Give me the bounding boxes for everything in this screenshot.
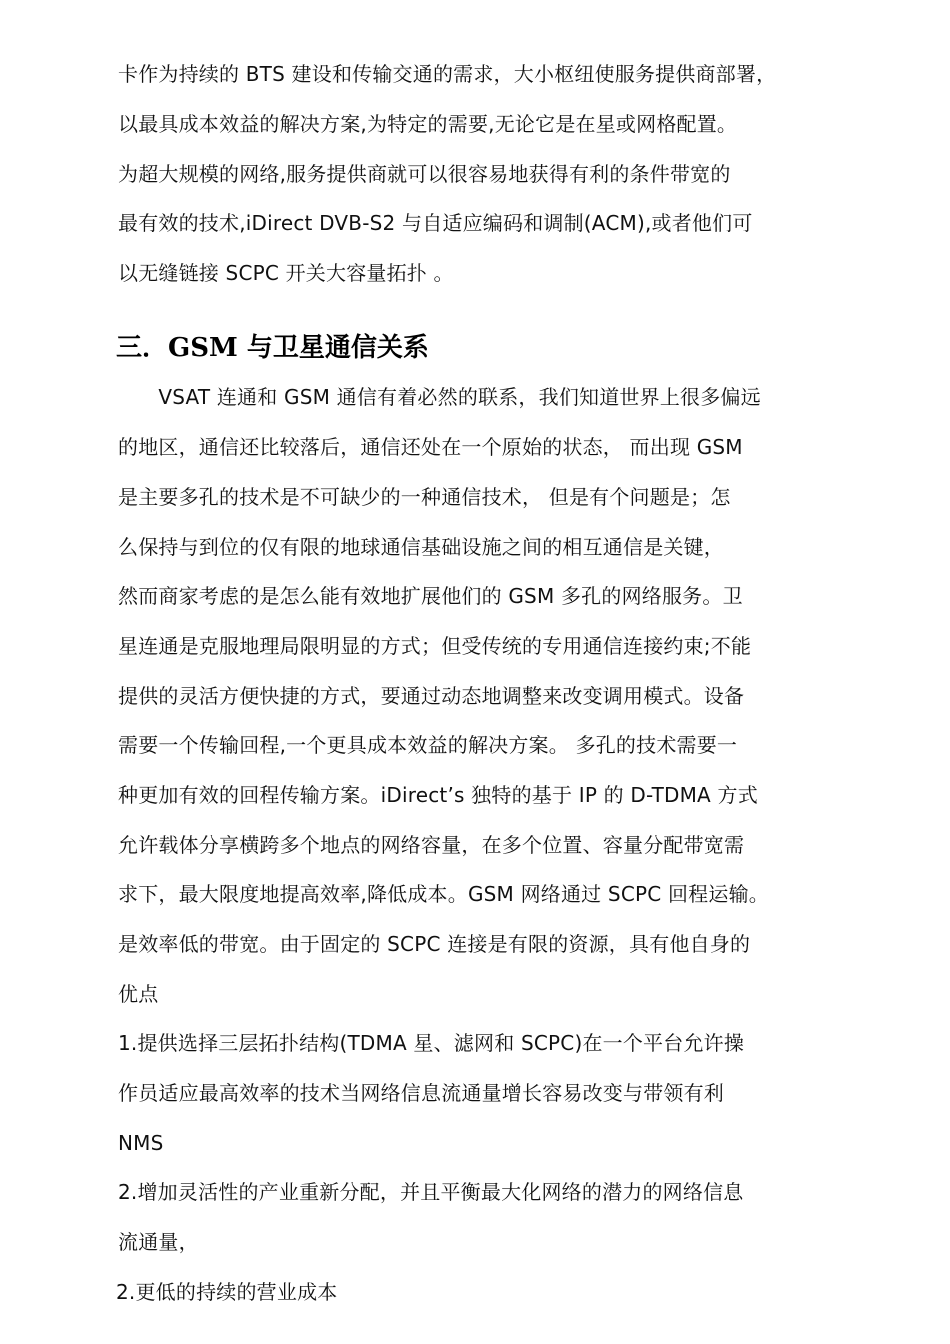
intro-line-1: 卡作为持续的 BTS 建设和传输交通的需求，大小枢纽使服务提供商部署， bbox=[118, 62, 777, 86]
intro-line-3: 为超大规模的网络,服务提供商就可以很容易地获得有利的条件带宽的 bbox=[118, 162, 731, 186]
body-line-1: VSAT 连通和 GSM 通信有着必然的联系，我们知道世界上很多偏远 bbox=[118, 385, 761, 409]
body-line-8: 需要一个传输回程,一个更具成本效益的解决方案。 多孔的技术需要一 bbox=[118, 733, 738, 757]
list-line-4: 2.增加灵活性的产业重新分配，并且平衡最大化网络的潜力的网络信息 bbox=[118, 1180, 744, 1204]
body-line-3: 是主要多孔的技术是不可缺少的一种通信技术， 但是有个问题是；怎 bbox=[118, 485, 731, 509]
body-line-4: 么保持与到位的仅有限的地球通信基础设施之间的相互通信是关键， bbox=[118, 535, 724, 559]
body-line-2: 的地区，通信还比较落后，通信还处在一个原始的状态， 而出现 GSM bbox=[118, 435, 743, 459]
body-line-7: 提供的灵活方便快捷的方式，要通过动态地调整来改变调用模式。设备 bbox=[118, 684, 745, 708]
section-heading: 三．GSM 与卫星通信关系 bbox=[116, 333, 429, 363]
body-line-12: 是效率低的带宽。由于固定的 SCPC 连接是有限的资源，具有他自身的 bbox=[118, 932, 751, 956]
body-line-6: 星连通是克服地理局限明显的方式；但受传统的专用通信连接约束;不能 bbox=[118, 634, 752, 658]
list-line-2: 作员适应最高效率的技术当网络信息流通量增长容易改变与带领有利 bbox=[118, 1081, 724, 1105]
body-line-13: 优点 bbox=[118, 982, 159, 1006]
list-line-3: NMS bbox=[118, 1131, 164, 1155]
body-line-9: 种更加有效的回程传输方案。iDirect’s 独特的基于 IP 的 D-TDMA 方式 bbox=[118, 783, 758, 807]
body-line-5: 然而商家考虑的是怎么能有效地扩展他们的 GSM 多孔的网络服务。卫 bbox=[118, 584, 743, 608]
list-line-6: 2.更低的持续的营业成本 bbox=[116, 1280, 338, 1304]
intro-line-2: 以最具成本效益的解决方案,为特定的需要,无论它是在星或网格配置。 bbox=[118, 112, 738, 136]
body-line-10: 允许载体分享横跨多个地点的网络容量，在多个位置、容量分配带宽需 bbox=[118, 833, 745, 857]
intro-line-4: 最有效的技术,iDirect DVB-S2 与自适应编码和调制(ACM),或者他们可 bbox=[118, 211, 753, 235]
list-line-1: 1.提供选择三层拓扑结构(TDMA 星、滤网和 SCPC)在一个平台允许操 bbox=[118, 1031, 745, 1055]
intro-line-5: 以无缝链接 SCPC 开关大容量拓扑 。 bbox=[118, 261, 454, 285]
list-line-5: 流通量， bbox=[118, 1230, 199, 1254]
body-line-11: 求下，最大限度地提高效率,降低成本。GSM 网络通过 SCPC 回程运输。 bbox=[118, 882, 769, 906]
